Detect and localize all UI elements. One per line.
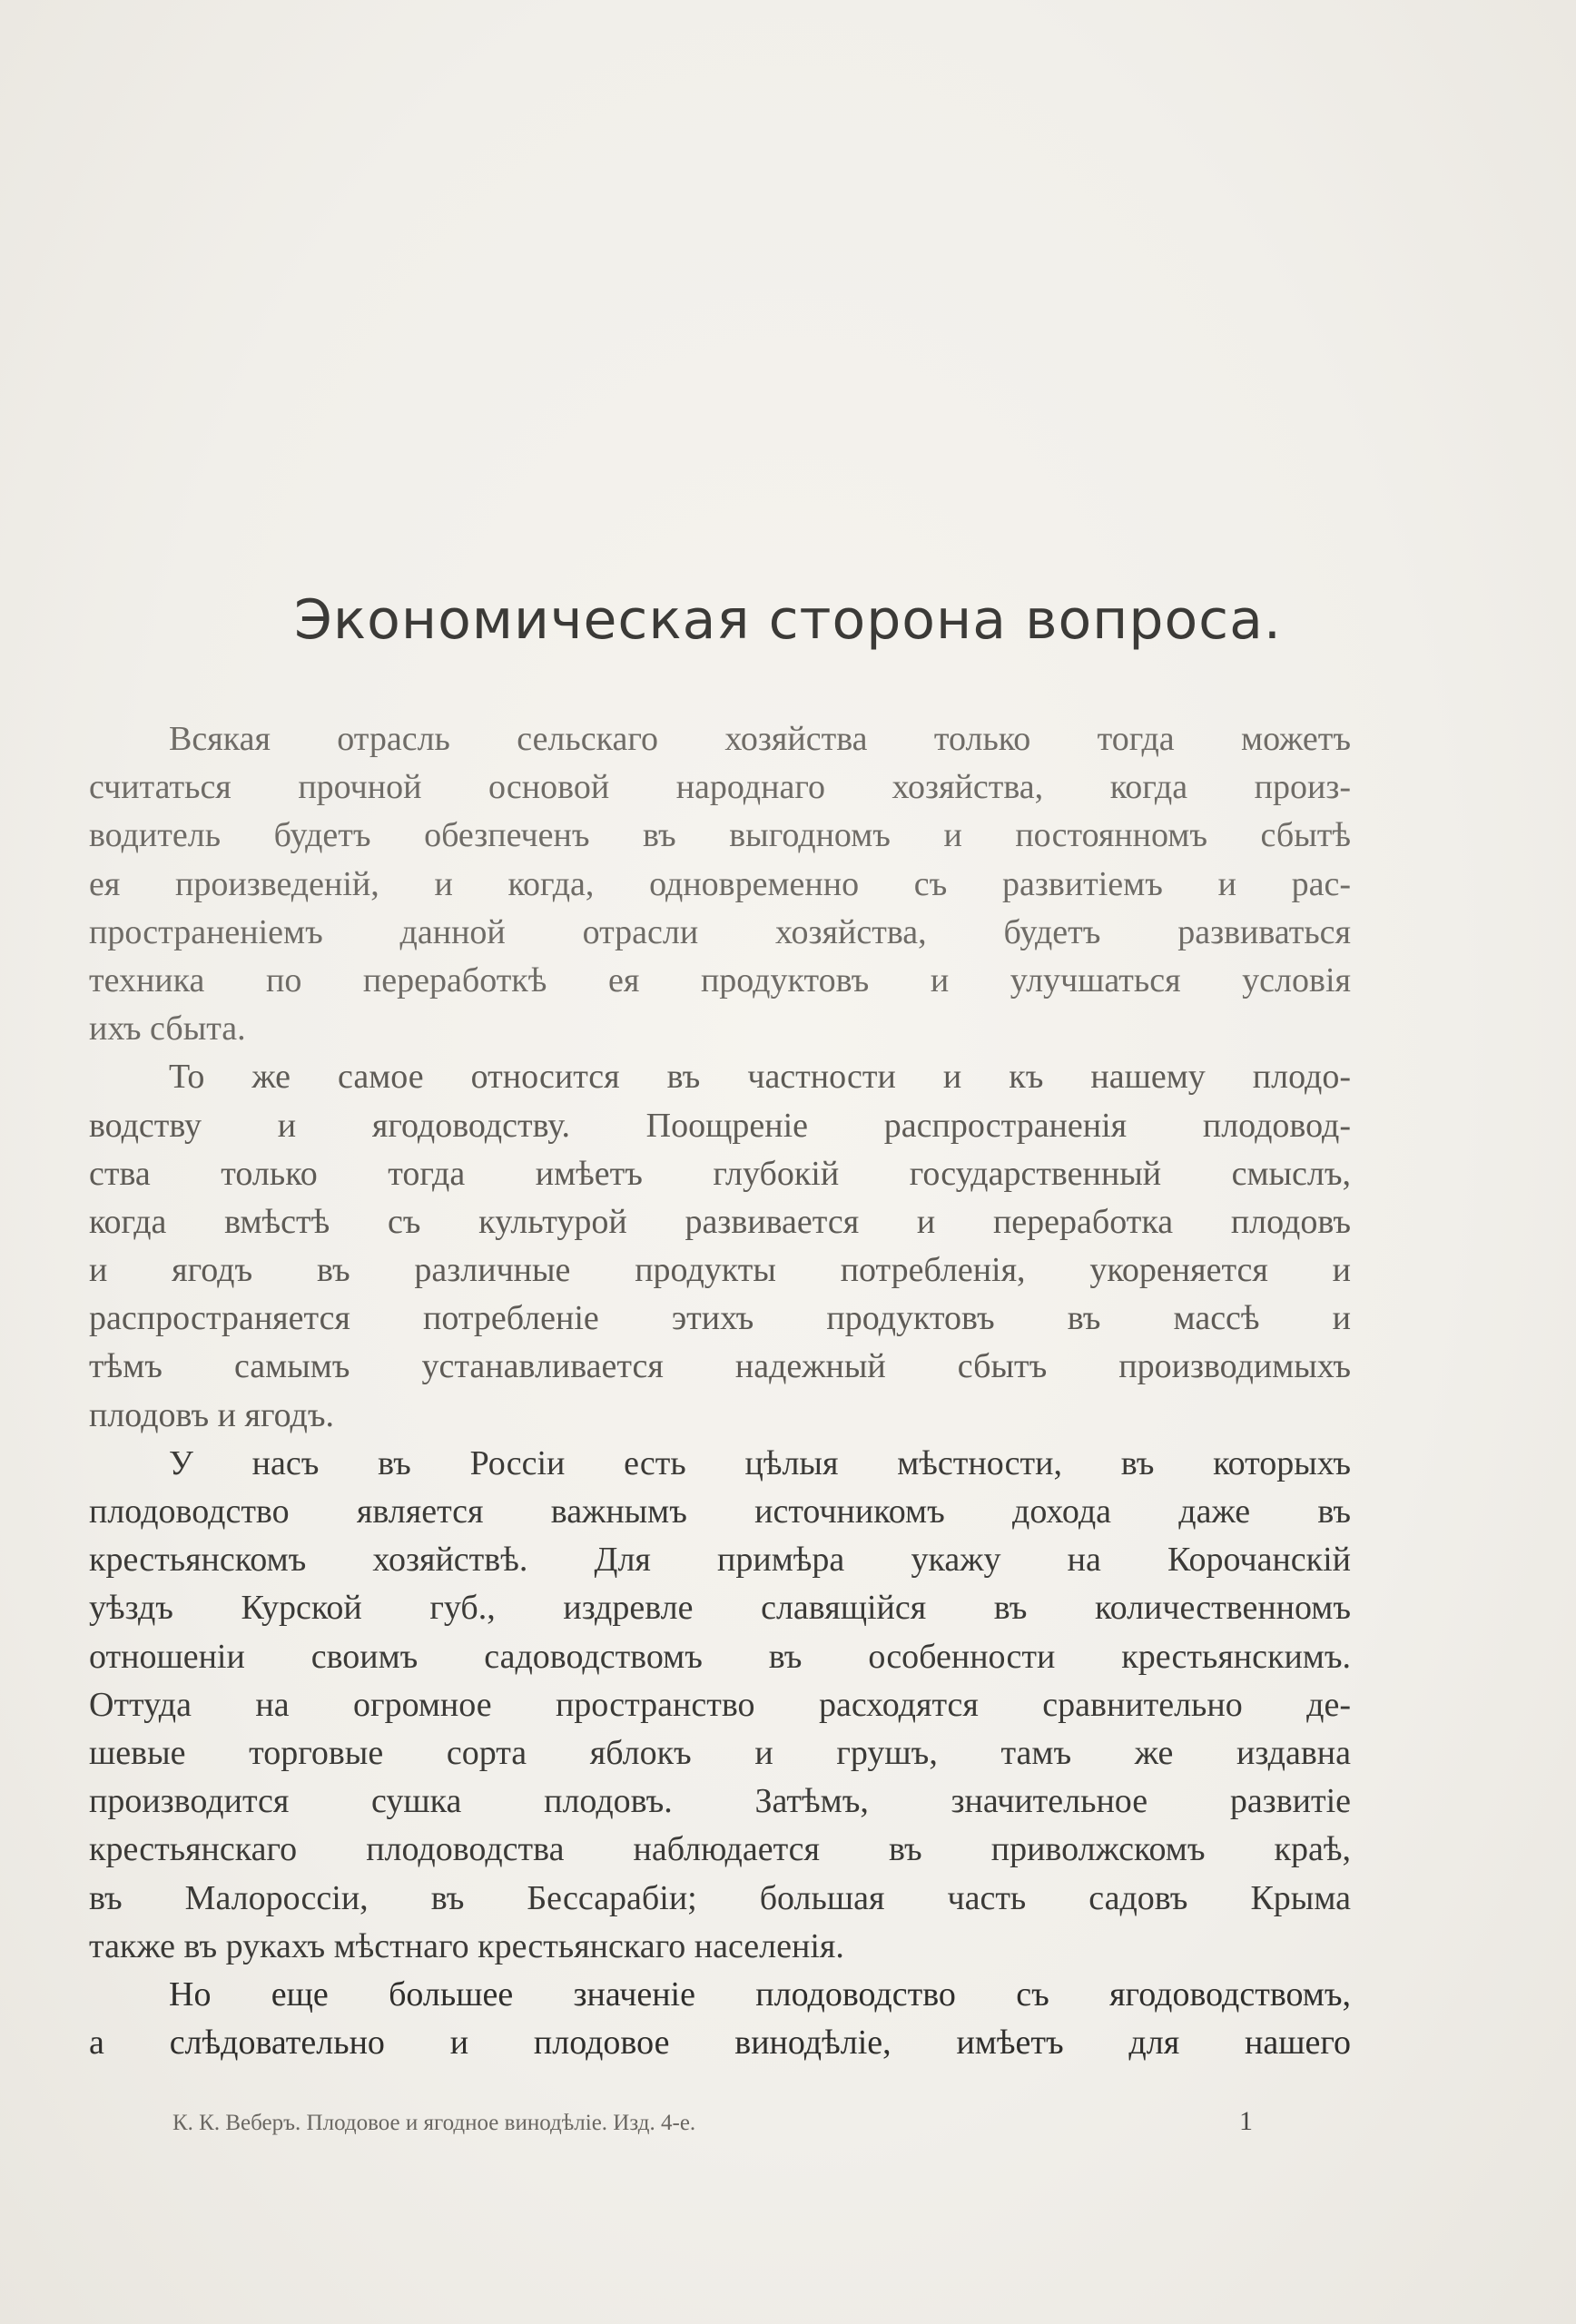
text-line: У насъ въ Россiи есть цѣлыя мѣстности, въ которыхъ (169, 1443, 1351, 1482)
text-line: когда вмѣстѣ съ культурой развивается и переработка плодовъ (89, 1202, 1351, 1241)
text-line: Всякая отрасль сельскаго хозяйства только тогда можетъ (169, 720, 1351, 758)
text-line: крестьянскомъ хозяйствѣ. Для примѣра укажу на Корочанскiй (89, 1541, 1351, 1580)
page-number: 1 (1239, 2106, 1253, 2136)
paragraph-1 (89, 715, 1351, 1053)
text-line: уѣздъ Курской губ., издревле славящiйся въ количественномъ (89, 1589, 1351, 1628)
text-line: техника по переработкѣ ея продуктовъ и улучшаться условiя (89, 960, 1351, 1000)
text-line: Оттуда на огромное пространство расходятся сравнительно де- (89, 1685, 1351, 1724)
text-line: То же самое относится въ частности и къ нашему плодо- (169, 1058, 1351, 1097)
paragraph-4 (89, 1971, 1351, 2067)
paragraph-3 (89, 1440, 1351, 1971)
text-line: водитель будетъ обезпеченъ въ выгодномъ и постоянномъ сбытѣ (89, 816, 1351, 855)
text-line: распространяется потребленiе этихъ продуктовъ въ массѣ и (89, 1299, 1351, 1338)
text-line: ихъ сбыта. (89, 1009, 246, 1049)
text-line: въ Малороссiи, въ Бессарабiи; большая часть садовъ Крыма (89, 1878, 1351, 1917)
text-line: и ягодъ въ различные продукты потребленiя, укореняется и (89, 1251, 1351, 1290)
text-line: водству и ягодоводству. Поощренiе распространенiя плодовод- (89, 1106, 1351, 1145)
text-line: ея произведенiй, и когда, одновременно съ развитiемъ и рас- (89, 864, 1351, 903)
body-text (89, 715, 1351, 2067)
paragraph-2 (89, 1053, 1351, 1440)
text-line: шевые торговые сорта яблокъ и грушъ, тамъ же издавна (89, 1733, 1351, 1772)
section-heading: Экономическая сторона вопроса. (294, 588, 1282, 652)
text-line: также въ рукахъ мѣстнаго крестьянскаго населенiя. (89, 1926, 844, 1965)
running-title: К. К. Веберъ. Плодовое и ягодное винодѣлiе. Изд. 4-е. (172, 2111, 696, 2135)
text-line: отношенiи своимъ садоводствомъ въ особенности крестьянскимъ. (89, 1637, 1351, 1676)
text-line: а слѣдовательно и плодовое винодѣлiе, имѣетъ для нашего (89, 2024, 1351, 2063)
text-line: тѣмъ самымъ устанавливается надежный сбытъ производимыхъ (89, 1347, 1351, 1386)
page-footer (172, 2106, 1253, 2137)
text-line: крестьянскаго плодоводства наблюдается въ приволжскомъ краѣ, (89, 1830, 1351, 1869)
text-line: пространенiемъ данной отрасли хозяйства, будетъ развиваться (89, 912, 1351, 951)
text-line: ства только тогда имѣетъ глубокiй государственный смыслъ, (89, 1154, 1351, 1193)
text-line: считаться прочной основой народнаго хозяйства, когда произ- (89, 768, 1351, 807)
text-line: производится сушка плодовъ. Затѣмъ, значительное развитiе (89, 1782, 1351, 1821)
text-line: плодовъ и ягодъ. (89, 1395, 335, 1434)
text-line: Но еще большее значенiе плодоводство съ ягодоводствомъ, (169, 1974, 1351, 2014)
text-line: плодоводство является важнымъ источникомъ дохода даже въ (89, 1492, 1351, 1531)
